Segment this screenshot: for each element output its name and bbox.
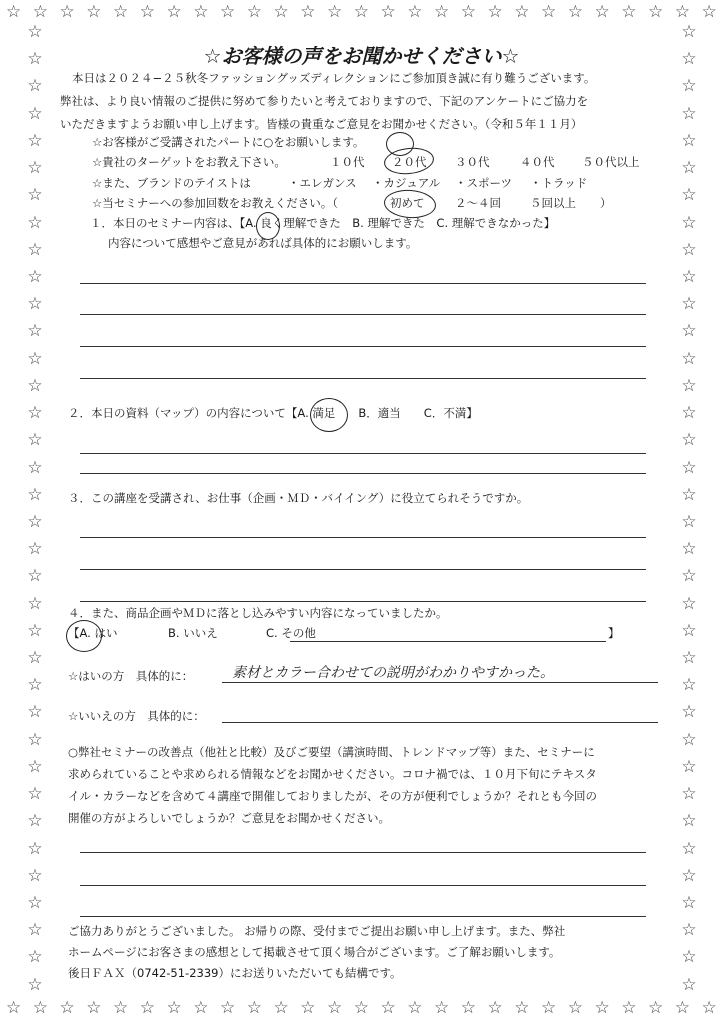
border-top-star: ☆ xyxy=(327,2,343,22)
border-top-star: ☆ xyxy=(514,2,530,22)
border-bottom-star: ☆ xyxy=(407,998,423,1018)
border-left-star: ☆ xyxy=(27,648,43,669)
border-left-star: ☆ xyxy=(27,321,43,342)
star-border-right xyxy=(676,24,702,994)
q4-option-no[interactable]: B. いいえ xyxy=(168,626,218,640)
border-left-star: ☆ xyxy=(27,457,43,478)
border-right-star: ☆ xyxy=(681,103,697,124)
border-top-star: ☆ xyxy=(487,2,503,22)
target-option-50s-plus[interactable]: ５０代以上 xyxy=(582,155,640,169)
border-left-star: ☆ xyxy=(27,103,43,124)
border-top-star: ☆ xyxy=(59,2,75,22)
border-left-star: ☆ xyxy=(27,811,43,832)
border-left-star: ☆ xyxy=(27,130,43,151)
border-left-star: ☆ xyxy=(27,838,43,859)
q1-sub: 内容について感想やご意見があれば具体的にお願いします。 xyxy=(108,236,418,250)
q4-yes-answer[interactable]: 素材とカラー合わせての説明がわかりやすかった。 xyxy=(232,665,554,681)
border-left-star: ☆ xyxy=(27,185,43,206)
taste-option-casual[interactable]: ・カジュアル xyxy=(372,176,441,190)
q4-other-line[interactable] xyxy=(290,641,606,642)
border-bottom-star: ☆ xyxy=(460,998,476,1018)
border-left-star: ☆ xyxy=(27,729,43,750)
target-option-30s[interactable]: ３０代 xyxy=(455,155,490,169)
intro-line-2: 弊社は、より良い情報のご提供に努めて参りたいと考えておりますので、下記のアンケートにご協力を xyxy=(60,94,589,108)
closing-line-3: 後日ＦＡＸ（0742-51-2339）にお送りいただいても結構です。 xyxy=(68,966,402,980)
border-top-star: ☆ xyxy=(6,2,22,22)
target-option-10s[interactable]: １０代 xyxy=(330,155,365,169)
border-right-star: ☆ xyxy=(681,403,697,424)
border-bottom-star: ☆ xyxy=(567,998,583,1018)
border-bottom-star: ☆ xyxy=(86,998,102,1018)
border-left-star: ☆ xyxy=(27,49,43,70)
q2-answer-line-1[interactable] xyxy=(80,453,646,454)
border-left-star: ☆ xyxy=(27,266,43,287)
q5-line-3: イル・カラーなどを含めて４講座で開催しておりましたが、その方が便利でしょうか？それとも今回の xyxy=(68,789,597,803)
border-top-star: ☆ xyxy=(32,2,48,22)
border-right-star: ☆ xyxy=(681,49,697,70)
border-left-star: ☆ xyxy=(27,158,43,179)
border-left-star: ☆ xyxy=(27,212,43,233)
border-right-star: ☆ xyxy=(681,865,697,886)
border-bottom-star: ☆ xyxy=(701,998,717,1018)
border-left-star: ☆ xyxy=(27,403,43,424)
border-right-star: ☆ xyxy=(681,212,697,233)
q3-answer-line-1[interactable] xyxy=(80,537,646,538)
border-right-star: ☆ xyxy=(681,130,697,151)
border-right-star: ☆ xyxy=(681,511,697,532)
border-left-star: ☆ xyxy=(27,620,43,641)
border-bottom-star: ☆ xyxy=(220,998,236,1018)
attendance-close: ） xyxy=(600,196,612,210)
border-right-star: ☆ xyxy=(681,266,697,287)
q4-no-line[interactable] xyxy=(222,722,658,723)
border-top-star: ☆ xyxy=(648,2,664,22)
border-right-star: ☆ xyxy=(681,893,697,913)
taste-option-elegance[interactable]: ・エレガンス xyxy=(288,176,357,190)
border-left-star: ☆ xyxy=(27,539,43,560)
border-top-star: ☆ xyxy=(541,2,557,22)
border-bottom-star: ☆ xyxy=(514,998,530,1018)
selection-circle-q4-a xyxy=(66,620,102,652)
border-right-star: ☆ xyxy=(681,348,697,369)
q5-line-4: 開催の方がよろしいでしょうか？ご意見をお聞かせください。 xyxy=(68,811,390,825)
border-right-star: ☆ xyxy=(681,593,697,614)
q2-question: ２．本日の資料（マップ）の内容について【A. 満足 B．適当 C．不満】 xyxy=(68,406,478,420)
border-right-star: ☆ xyxy=(681,321,697,342)
border-top-star: ☆ xyxy=(273,2,289,22)
border-bottom-star: ☆ xyxy=(621,998,637,1018)
border-right-star: ☆ xyxy=(681,375,697,396)
selection-circle-q2-a xyxy=(310,398,348,432)
border-left-star: ☆ xyxy=(27,375,43,396)
page-title: ☆お客様の声をお聞かせください☆ xyxy=(203,44,520,68)
q5-answer-line-3[interactable] xyxy=(80,916,646,917)
border-bottom-star: ☆ xyxy=(327,998,343,1018)
border-top-star: ☆ xyxy=(113,2,129,22)
border-top-star: ☆ xyxy=(220,2,236,22)
star-border-top xyxy=(0,4,723,21)
border-bottom-star: ☆ xyxy=(246,998,262,1018)
q5-answer-line-2[interactable] xyxy=(80,885,646,886)
border-left-star: ☆ xyxy=(27,893,43,913)
border-left-star: ☆ xyxy=(27,593,43,614)
border-top-star: ☆ xyxy=(407,2,423,22)
border-top-star: ☆ xyxy=(674,2,690,22)
border-top-star: ☆ xyxy=(434,2,450,22)
border-left-star: ☆ xyxy=(27,920,43,941)
q1-answer-line-3[interactable] xyxy=(80,346,646,347)
closing-line-2: ホームページにお客さまの感想として掲載させて頂く場合がございます。ご了解お願いします。 xyxy=(68,945,561,959)
attendance-option-2-4[interactable]: ２〜４回 xyxy=(455,196,501,210)
border-top-star: ☆ xyxy=(353,2,369,22)
border-left-star: ☆ xyxy=(27,484,43,505)
attendance-option-first[interactable]: 初めて xyxy=(390,196,425,210)
part-question: ☆お客様がご受講されたパートに○をお願いします。 xyxy=(92,135,365,149)
border-right-star: ☆ xyxy=(681,430,697,451)
border-left-star: ☆ xyxy=(27,756,43,777)
border-top-star: ☆ xyxy=(701,2,717,22)
border-left-star: ☆ xyxy=(27,511,43,532)
border-left-star: ☆ xyxy=(27,947,43,968)
border-right-star: ☆ xyxy=(681,811,697,832)
border-right-star: ☆ xyxy=(681,294,697,315)
border-top-star: ☆ xyxy=(86,2,102,22)
q1-answer-line-2[interactable] xyxy=(80,314,646,315)
border-bottom-star: ☆ xyxy=(32,998,48,1018)
border-left-star: ☆ xyxy=(27,784,43,805)
border-right-star: ☆ xyxy=(681,838,697,859)
border-top-star: ☆ xyxy=(300,2,316,22)
border-right-star: ☆ xyxy=(681,947,697,968)
q3-answer-line-3[interactable] xyxy=(80,601,646,602)
q4-no-label: ☆いいえの方 具体的に： xyxy=(68,709,205,723)
border-right-star: ☆ xyxy=(681,566,697,587)
q4-option-other[interactable]: C. その他 xyxy=(266,626,316,640)
q5-answer-line-1[interactable] xyxy=(80,852,646,853)
border-bottom-star: ☆ xyxy=(380,998,396,1018)
border-right-star: ☆ xyxy=(681,620,697,641)
star-border-left xyxy=(22,24,48,994)
border-right-star: ☆ xyxy=(681,158,697,179)
border-right-star: ☆ xyxy=(681,76,697,97)
border-left-star: ☆ xyxy=(27,430,43,451)
border-top-star: ☆ xyxy=(567,2,583,22)
border-left-star: ☆ xyxy=(27,566,43,587)
border-bottom-star: ☆ xyxy=(541,998,557,1018)
taste-option-trad[interactable]: ・トラッド xyxy=(530,176,588,190)
border-bottom-star: ☆ xyxy=(648,998,664,1018)
border-right-star: ☆ xyxy=(681,974,697,995)
border-right-star: ☆ xyxy=(681,22,697,42)
target-option-40s[interactable]: ４０代 xyxy=(520,155,555,169)
border-bottom-star: ☆ xyxy=(674,998,690,1018)
target-option-20s[interactable]: ２０代 xyxy=(392,155,427,169)
border-bottom-star: ☆ xyxy=(113,998,129,1018)
border-bottom-star: ☆ xyxy=(300,998,316,1018)
q2-answer-line-2[interactable] xyxy=(80,473,646,474)
closing-line-1: ご協力ありがとうございました。 お帰りの際、受付までご提出お願い申し上げます。また、弊社 xyxy=(68,924,566,938)
border-top-star: ☆ xyxy=(460,2,476,22)
border-right-star: ☆ xyxy=(681,185,697,206)
border-left-star: ☆ xyxy=(27,22,43,42)
intro-line-3: いただきますようお願い申し上げます。皆様の貴重なご意見をお聞かせください。（令和５年１１月） xyxy=(60,117,583,131)
border-bottom-star: ☆ xyxy=(166,998,182,1018)
border-right-star: ☆ xyxy=(681,756,697,777)
border-left-star: ☆ xyxy=(27,865,43,886)
border-right-star: ☆ xyxy=(681,648,697,669)
border-bottom-star: ☆ xyxy=(434,998,450,1018)
taste-label: ☆また、ブランドのテイストは xyxy=(92,176,251,190)
border-right-star: ☆ xyxy=(681,920,697,941)
attendance-option-5-plus[interactable]: ５回以上 xyxy=(530,196,576,210)
border-right-star: ☆ xyxy=(681,457,697,478)
q4-yes-line[interactable] xyxy=(222,682,658,683)
q1-question: １．本日のセミナー内容は、【A. 良く理解できた B. 理解できた C. 理解できなかった】 xyxy=(90,216,556,230)
border-top-star: ☆ xyxy=(166,2,182,22)
border-right-star: ☆ xyxy=(681,784,697,805)
border-right-star: ☆ xyxy=(681,484,697,505)
border-top-star: ☆ xyxy=(621,2,637,22)
q4-yes-label: ☆はいの方 具体的に： xyxy=(68,669,194,683)
attendance-label: ☆当セミナーへの参加回数をお教えください。（ xyxy=(92,196,339,210)
border-left-star: ☆ xyxy=(27,294,43,315)
border-bottom-star: ☆ xyxy=(594,998,610,1018)
q3-question: ３．この講座を受講され、お仕事（企画・ＭＤ・バイイング）に役立てられそうですか。 xyxy=(68,491,529,505)
border-bottom-star: ☆ xyxy=(193,998,209,1018)
selection-circle-q1-a xyxy=(256,212,280,240)
border-right-star: ☆ xyxy=(681,539,697,560)
border-left-star: ☆ xyxy=(27,974,43,995)
border-right-star: ☆ xyxy=(681,729,697,750)
border-right-star: ☆ xyxy=(681,675,697,696)
border-left-star: ☆ xyxy=(27,348,43,369)
taste-option-sports[interactable]: ・スポーツ xyxy=(455,176,513,190)
q1-answer-line-1[interactable] xyxy=(80,283,646,284)
border-left-star: ☆ xyxy=(27,702,43,723)
border-bottom-star: ☆ xyxy=(487,998,503,1018)
border-bottom-star: ☆ xyxy=(6,998,22,1018)
border-right-star: ☆ xyxy=(681,702,697,723)
border-bottom-star: ☆ xyxy=(139,998,155,1018)
q3-answer-line-2[interactable] xyxy=(80,569,646,570)
border-left-star: ☆ xyxy=(27,675,43,696)
border-left-star: ☆ xyxy=(27,239,43,260)
border-right-star: ☆ xyxy=(681,239,697,260)
border-bottom-star: ☆ xyxy=(273,998,289,1018)
border-top-star: ☆ xyxy=(246,2,262,22)
intro-line-1: 本日は２０２４−２５秋冬ファッショングッズディレクションにご参加頂き誠に有り難うございます。 xyxy=(72,71,596,85)
q4-option-yes[interactable]: 【A. はい xyxy=(68,626,118,640)
border-left-star: ☆ xyxy=(27,76,43,97)
border-bottom-star: ☆ xyxy=(353,998,369,1018)
q4-question: ４．また、商品企画やＭＤに落とし込みやすい内容になっていましたか。 xyxy=(68,606,448,620)
border-bottom-star: ☆ xyxy=(59,998,75,1018)
border-top-star: ☆ xyxy=(139,2,155,22)
q4-close: 】 xyxy=(608,626,620,640)
star-border-bottom xyxy=(0,1000,723,1017)
target-label: ☆貴社のターゲットをお教え下さい。 xyxy=(92,155,286,169)
border-top-star: ☆ xyxy=(380,2,396,22)
border-top-star: ☆ xyxy=(594,2,610,22)
q5-line-1: ○弊社セミナーの改善点（他社と比較）及びご要望（講演時間、トレンドマップ等）また、セミナーに xyxy=(68,745,595,759)
q1-answer-line-4[interactable] xyxy=(80,378,646,379)
border-top-star: ☆ xyxy=(193,2,209,22)
q5-line-2: 求められていることや求められる情報などをお聞かせください。コロナ禍では、１０月下旬にテキスタ xyxy=(68,767,597,781)
